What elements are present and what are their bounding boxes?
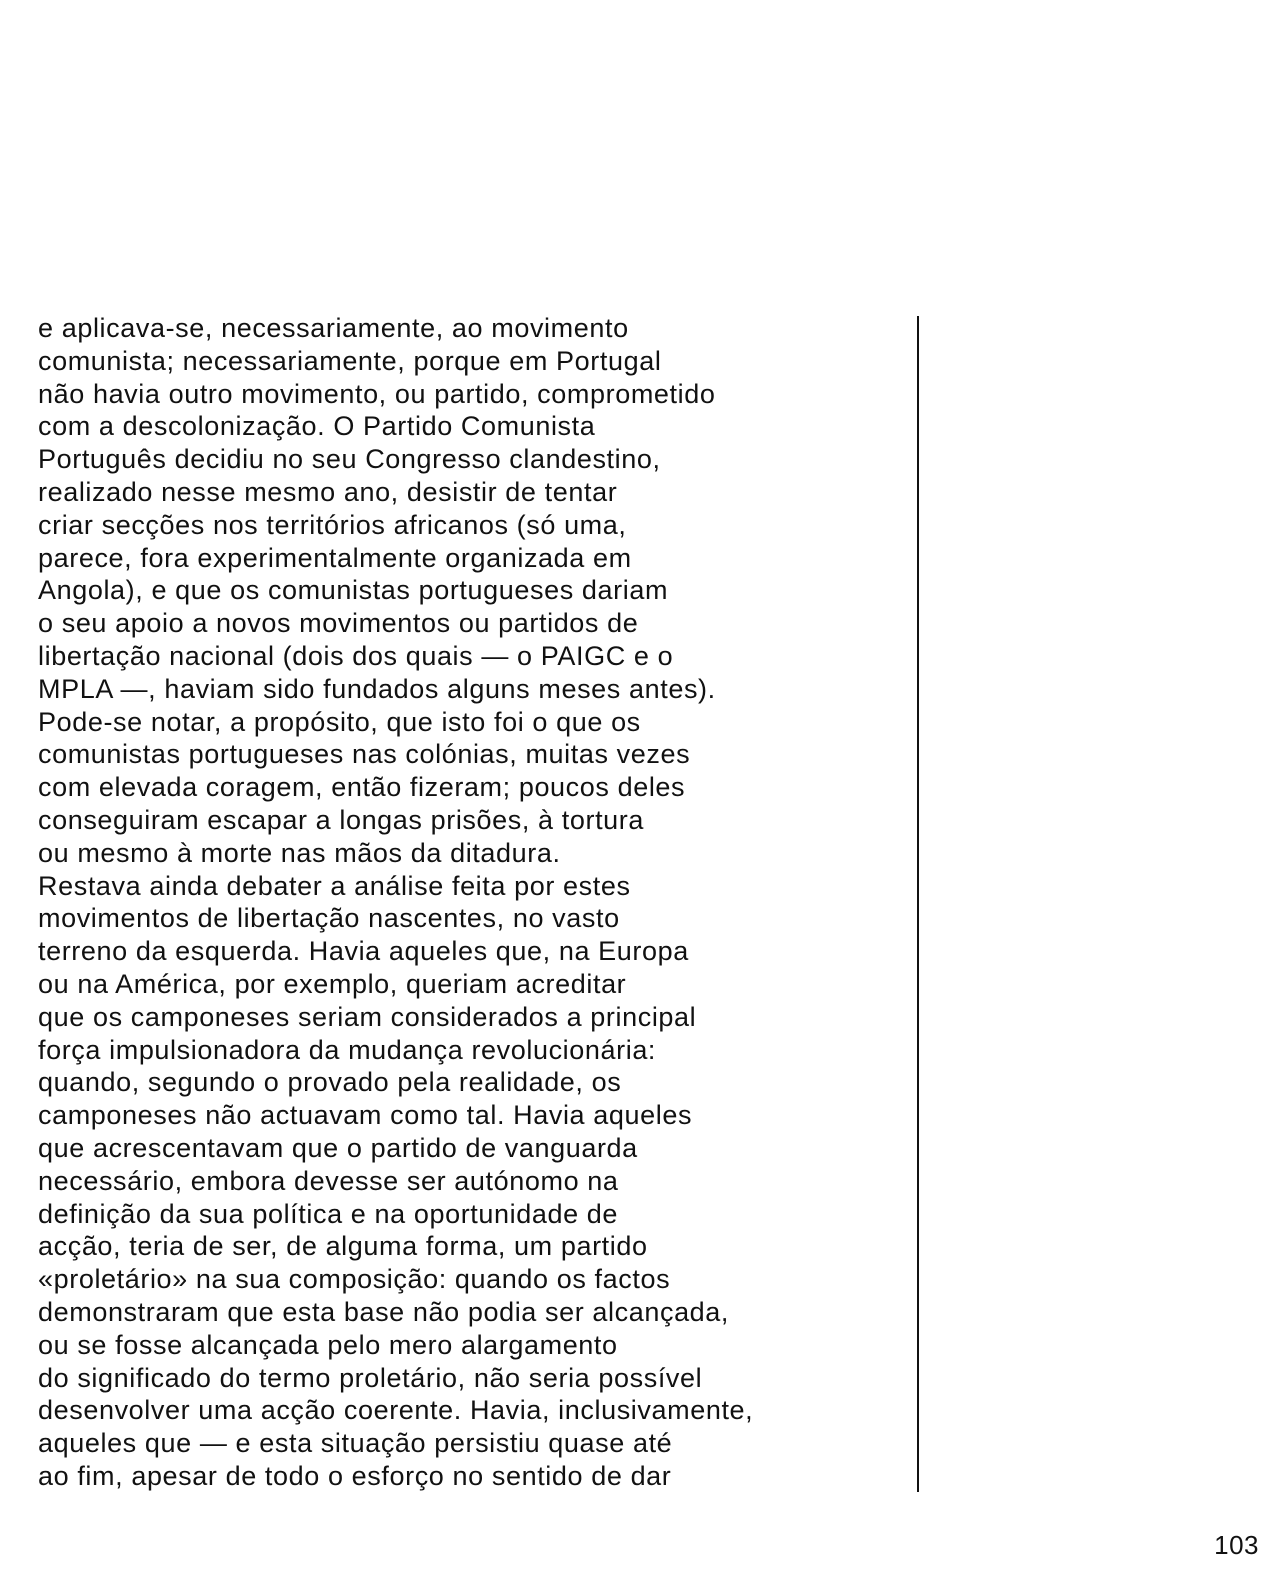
text-line: não havia outro movimento, ou partido, comprometido xyxy=(38,378,716,409)
text-line: parece, fora experimentalmente organizada em xyxy=(38,542,632,573)
text-line: camponeses não actuavam como tal. Havia aqueles xyxy=(38,1100,693,1131)
text-line: com a descolonização. O Partido Comunista xyxy=(38,411,596,442)
text-line: comunista; necessariamente, porque em Portugal xyxy=(38,345,662,376)
text-line: Restava ainda debater a análise feita por estes xyxy=(38,870,631,901)
text-line: o seu apoio a novos movimentos ou partidos de xyxy=(38,608,639,639)
text-line: desenvolver uma acção coerente. Havia, inclusivamente, xyxy=(38,1395,754,1426)
text-line: que acrescentavam que o partido de vanguarda xyxy=(38,1132,638,1163)
text-line: definição da sua política e na oportunidade de xyxy=(38,1198,619,1229)
text-line: Pode-se notar, a propósito, que isto foi o que os xyxy=(38,706,641,737)
text-line: MPLA —, haviam sido fundados alguns meses antes). xyxy=(38,673,716,704)
text-line: criar secções nos territórios africanos (só uma, xyxy=(38,509,627,540)
text-line: ao fim, apesar de todo o esforço no sentido de dar xyxy=(38,1460,672,1491)
text-line: Angola), e que os comunistas portugueses dariam xyxy=(38,575,669,606)
text-line: ou na América, por exemplo, queriam acreditar xyxy=(38,968,627,999)
text-line: conseguiram escapar a longas prisões, à tortura xyxy=(38,804,645,835)
text-line: força impulsionadora da mudança revolucionária: xyxy=(38,1034,657,1065)
text-line: libertação nacional (dois dos quais — o PAIGC e o xyxy=(38,640,674,671)
text-line: Português decidiu no seu Congresso clandestino, xyxy=(38,444,661,475)
text-line: comunistas portugueses nas colónias, muitas vezes xyxy=(38,739,691,770)
text-line: «proletário» na sua composição: quando os factos xyxy=(38,1264,671,1295)
text-line: movimentos de libertação nascentes, no vasto xyxy=(38,903,620,934)
text-line: terreno da esquerda. Havia aqueles que, na Europa xyxy=(38,936,689,967)
text-line: com elevada coragem, então fizeram; poucos deles xyxy=(38,772,686,803)
text-line: demonstraram que esta base não podia ser alcançada, xyxy=(38,1296,730,1327)
text-line: que os camponeses seriam considerados a principal xyxy=(38,1001,697,1032)
text-line: aqueles que — e esta situação persistiu quase até xyxy=(38,1428,673,1459)
page-number: 103 xyxy=(1214,1530,1259,1560)
margin-rule xyxy=(917,316,919,1492)
text-line: do significado do termo proletário, não seria possível xyxy=(38,1362,703,1393)
text-line: necessário, embora devesse ser autónomo na xyxy=(38,1165,619,1196)
text-line: ou mesmo à morte nas mãos da ditadura. xyxy=(38,837,561,868)
body-text xyxy=(38,312,918,1493)
text-line: acção, teria de ser, de alguma forma, um partido xyxy=(38,1231,648,1262)
text-line: realizado nesse mesmo ano, desistir de tentar xyxy=(38,476,618,507)
text-line: quando, segundo o provado pela realidade, os xyxy=(38,1067,622,1098)
text-line: e aplicava-se, necessariamente, ao movimento xyxy=(38,313,629,343)
text-line: ou se fosse alcançada pelo mero alargamento xyxy=(38,1329,618,1360)
